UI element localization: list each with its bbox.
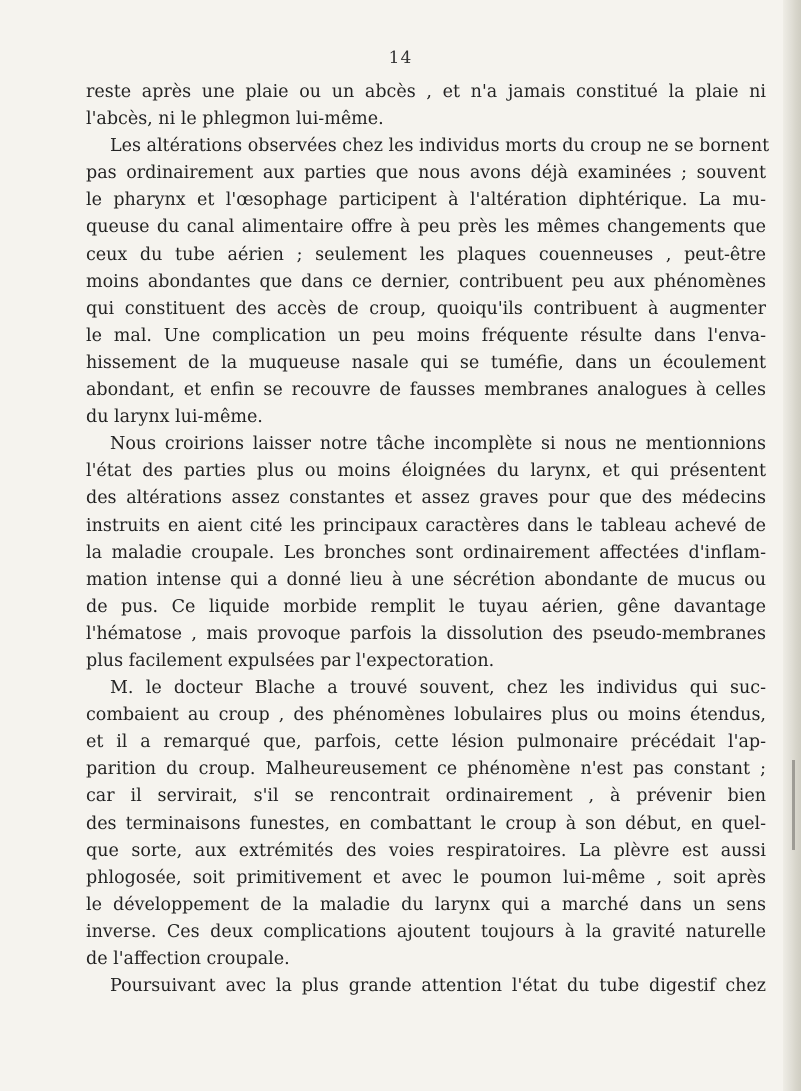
text-line: queuse du canal alimentaire offre à peu près les mêmes changements que <box>86 217 766 238</box>
body-text <box>86 79 770 1000</box>
text-line: abondant, et enfin se recouvre de fausses membranes analogues à celles <box>86 380 766 401</box>
text-line: du larynx lui-même. <box>86 407 263 428</box>
text-line: car il servirait, s'il se rencontrait ordinairement , à prévenir bien <box>86 786 766 807</box>
text-line: le développement de la maladie du larynx qui a marché dans un sens <box>86 894 766 915</box>
text-line: l'hématose , mais provoque parfois la dissolution des pseudo-membranes <box>86 623 766 644</box>
text-line: de l'affection croupale. <box>86 949 290 969</box>
text-line: mation intense qui a donné lieu à une sécrétion abondante de mucus ou <box>86 569 766 590</box>
page-edge <box>783 0 801 1091</box>
text-line: et il a remarqué que, parfois, cette lésion pulmonaire précédait l'ap- <box>86 732 766 753</box>
text-line: des altérations assez constantes et assez graves pour que des médecins <box>86 488 766 509</box>
text-line: Nous croirions laisser notre tâche incomplète si nous ne mentionnions <box>110 434 766 455</box>
text-line: qui constituent des accès de croup, quoiqu'ils contribuent à augmenter <box>86 298 766 319</box>
text-line: l'abcès, ni le phlegmon lui-même. <box>86 109 384 130</box>
text-line: inverse. Ces deux complications ajoutent toujours à la gravité naturelle <box>86 921 766 942</box>
text-line: Poursuivant avec la plus grande attention l'état du tube digestif chez <box>110 976 766 997</box>
text-line: moins abondantes que dans ce dernier, contribuent peu aux phénomènes <box>86 271 766 292</box>
text-line: de pus. Ce liquide morbide remplit le tuyau aérien, gêne davantage <box>86 596 766 617</box>
text-line: parition du croup. Malheureusement ce phénomène n'est pas constant ; <box>86 759 766 780</box>
text-line: pas ordinairement aux parties que nous avons déjà examinées ; souvent <box>86 163 766 184</box>
text-line: reste après une plaie ou un abcès , et n'a jamais constitué la plaie ni <box>86 82 766 102</box>
text-line: hissement de la muqueuse nasale qui se tuméfie, dans un écoulement <box>86 352 766 373</box>
text-line: l'état des parties plus ou moins éloignées du larynx, et qui présentent <box>86 461 766 482</box>
text-line: plus facilement expulsées par l'expectoration. <box>86 650 495 671</box>
text-line: la maladie croupale. Les bronches sont ordinairement affectées d'inflam- <box>86 542 766 563</box>
text-line: le pharynx et l'œsophage participent à l'altération diphtérique. La mu- <box>86 190 766 211</box>
text-line: que sorte, aux extrémités des voies respiratoires. La plèvre est aussi <box>86 840 766 861</box>
text-line: instruits en aient cité les principaux caractères dans le tableau achevé de <box>86 515 766 536</box>
page-number: 14 <box>388 48 413 68</box>
text-line: combaient au croup , des phénomènes lobulaires plus ou moins étendus, <box>86 705 766 726</box>
text-line: des terminaisons funestes, en combattant le croup à son début, en quel- <box>86 813 766 834</box>
text-line: phlogosée, soit primitivement et avec le poumon lui-même , soit après <box>86 867 766 888</box>
text-line: Les altérations observées chez les individus morts du croup ne se bornent <box>110 136 770 157</box>
text-line: ceux du tube aérien ; seulement les plaques couenneuses , peut-être <box>86 244 766 265</box>
text-line: M. le docteur Blache a trouvé souvent, chez les individus qui suc- <box>110 678 766 699</box>
text-line: le mal. Une complication un peu moins fréquente résulte dans l'enva- <box>86 325 766 346</box>
